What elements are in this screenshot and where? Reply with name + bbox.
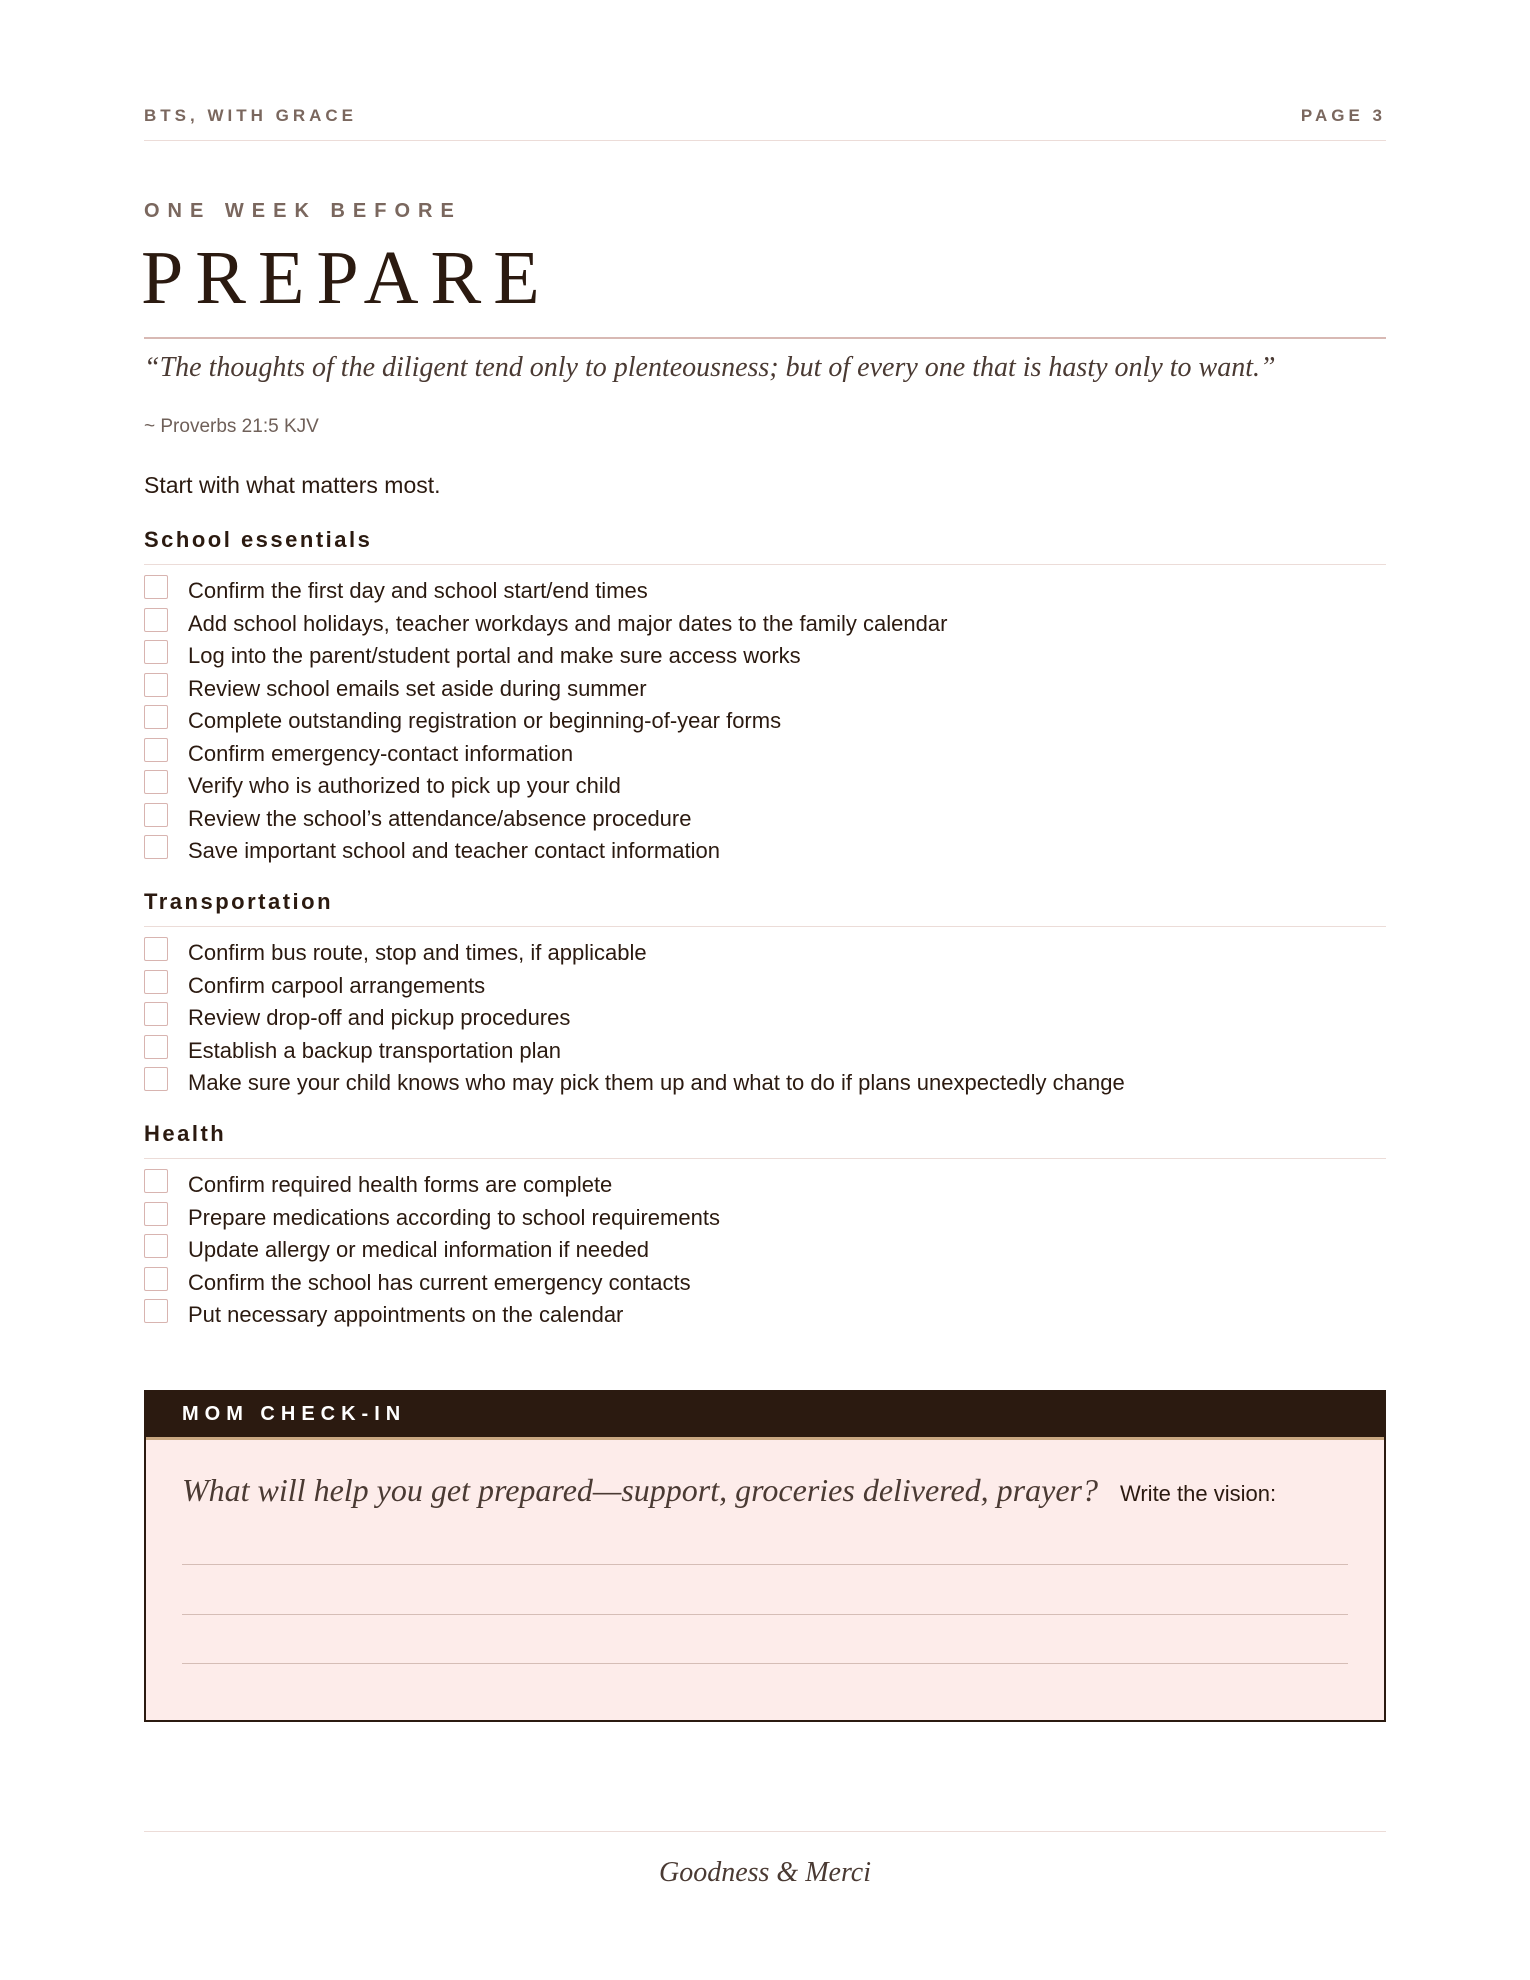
checkbox[interactable] — [144, 835, 168, 859]
checkbox[interactable] — [144, 1234, 168, 1258]
checklist-item — [144, 640, 1386, 673]
checkbox[interactable] — [144, 1202, 168, 1226]
section-health — [144, 1122, 1386, 1332]
scripture-citation: ~ Proverbs 21:5 KJV — [144, 416, 319, 437]
lead-text: Start with what matters most. — [144, 472, 441, 498]
section-heading: School essentials — [144, 528, 1386, 565]
checkin-question: What will help you get prepared—support, groceries delivered, prayer? — [182, 1472, 1098, 1508]
section-transportation — [144, 890, 1386, 1100]
checklist-item — [144, 937, 1386, 970]
checkbox[interactable] — [144, 640, 168, 664]
checklist-item — [144, 738, 1386, 771]
checkbox[interactable] — [144, 738, 168, 762]
checklist-item-label: Prepare medications according to school requirements — [188, 1204, 720, 1230]
checkbox[interactable] — [144, 608, 168, 632]
running-header — [144, 106, 1386, 141]
checklist-item — [144, 575, 1386, 608]
checkbox[interactable] — [144, 705, 168, 729]
checkbox[interactable] — [144, 673, 168, 697]
writing-line[interactable] — [182, 1564, 1348, 1565]
checklist-item — [144, 1202, 1386, 1235]
checklist-item-label: Confirm bus route, stop and times, if applicable — [188, 940, 647, 966]
section-heading: Health — [144, 1122, 1386, 1159]
checklist-item — [144, 673, 1386, 706]
checkbox[interactable] — [144, 1002, 168, 1026]
checklist-item — [144, 970, 1386, 1003]
checklist-item-label: Update allergy or medical information if needed — [188, 1237, 650, 1263]
checkin-title: MOM CHECK-IN — [182, 1403, 407, 1425]
checklist-item — [144, 835, 1386, 868]
checklist-item — [144, 1169, 1386, 1202]
mom-checkin-box — [144, 1390, 1386, 1722]
page-title: PREPARE — [141, 236, 552, 320]
checklist-item-label: Establish a backup transportation plan — [188, 1037, 562, 1063]
checkbox[interactable] — [144, 970, 168, 994]
page-number: PAGE 3 — [1300, 106, 1386, 125]
checklist-item-label: Confirm carpool arrangements — [188, 972, 486, 998]
worksheet-page — [141, 0, 1386, 1980]
checklist-item — [144, 1067, 1386, 1100]
checklist-item — [144, 1299, 1386, 1332]
checklist-item-label: Complete outstanding registration or beginning-of-year forms — [188, 708, 782, 734]
brand-signature: Goodness & Merci — [658, 1857, 872, 1888]
checklist-item-label: Put necessary appointments on the calendar — [188, 1302, 624, 1328]
checklist-item-label: Confirm required health forms are complete — [188, 1172, 613, 1198]
checklist-item-label: Review the school’s attendance/absence procedure — [188, 805, 692, 831]
checkin-write-label: Write the vision: — [1119, 1481, 1277, 1506]
writing-line[interactable] — [182, 1614, 1348, 1615]
checklist-item-label: Confirm the first day and school start/end times — [188, 578, 648, 604]
title-divider — [144, 337, 1386, 339]
checkbox[interactable] — [144, 1035, 168, 1059]
checklist-item-label: Verify who is authorized to pick up your child — [188, 773, 621, 799]
writing-line[interactable] — [182, 1663, 1348, 1664]
checklist-item — [144, 1002, 1386, 1035]
checklist-item-label: Add school holidays, teacher workdays and major dates to the family calendar — [188, 610, 948, 636]
footer-divider — [144, 1831, 1386, 1832]
eyebrow-label: ONE WEEK BEFORE — [144, 200, 462, 222]
checklist-item-label: Review school emails set aside during summer — [188, 675, 647, 701]
scripture-quote: “The thoughts of the diligent tend only to plenteousness; but of every one that is hasty only to want.” — [144, 352, 1276, 383]
checklist-item — [144, 705, 1386, 738]
checkbox[interactable] — [144, 1299, 168, 1323]
header-series-title: BTS, WITH GRACE — [144, 106, 357, 125]
checkbox[interactable] — [144, 803, 168, 827]
section-school-essentials — [144, 528, 1386, 868]
checkbox[interactable] — [144, 1267, 168, 1291]
checkin-title-bar — [146, 1392, 1384, 1440]
checklist-item-label: Confirm the school has current emergency contacts — [188, 1269, 691, 1295]
checklist-item — [144, 1035, 1386, 1068]
checkbox[interactable] — [144, 770, 168, 794]
checkbox[interactable] — [144, 575, 168, 599]
checklist-item-label: Save important school and teacher contact information — [188, 838, 720, 864]
checklist-item — [144, 608, 1386, 641]
checklist-item — [144, 803, 1386, 836]
checkbox[interactable] — [144, 1067, 168, 1091]
checkbox[interactable] — [144, 937, 168, 961]
checklist-item — [144, 770, 1386, 803]
checklist — [144, 927, 1386, 1100]
checklist-item-label: Make sure your child knows who may pick them up and what to do if plans unexpectedly change — [188, 1070, 1125, 1096]
checklist-item-label: Review drop-off and pickup procedures — [188, 1005, 571, 1031]
checklist — [144, 565, 1386, 868]
checklist-item-label: Confirm emergency-contact information — [188, 740, 574, 766]
checklist-item — [144, 1234, 1386, 1267]
checklist-item-label: Log into the parent/student portal and make sure access works — [188, 643, 801, 669]
checklist-item — [144, 1267, 1386, 1300]
checklist — [144, 1159, 1386, 1332]
checkbox[interactable] — [144, 1169, 168, 1193]
checkin-prompt — [182, 1472, 1276, 1509]
section-heading: Transportation — [144, 890, 1386, 927]
